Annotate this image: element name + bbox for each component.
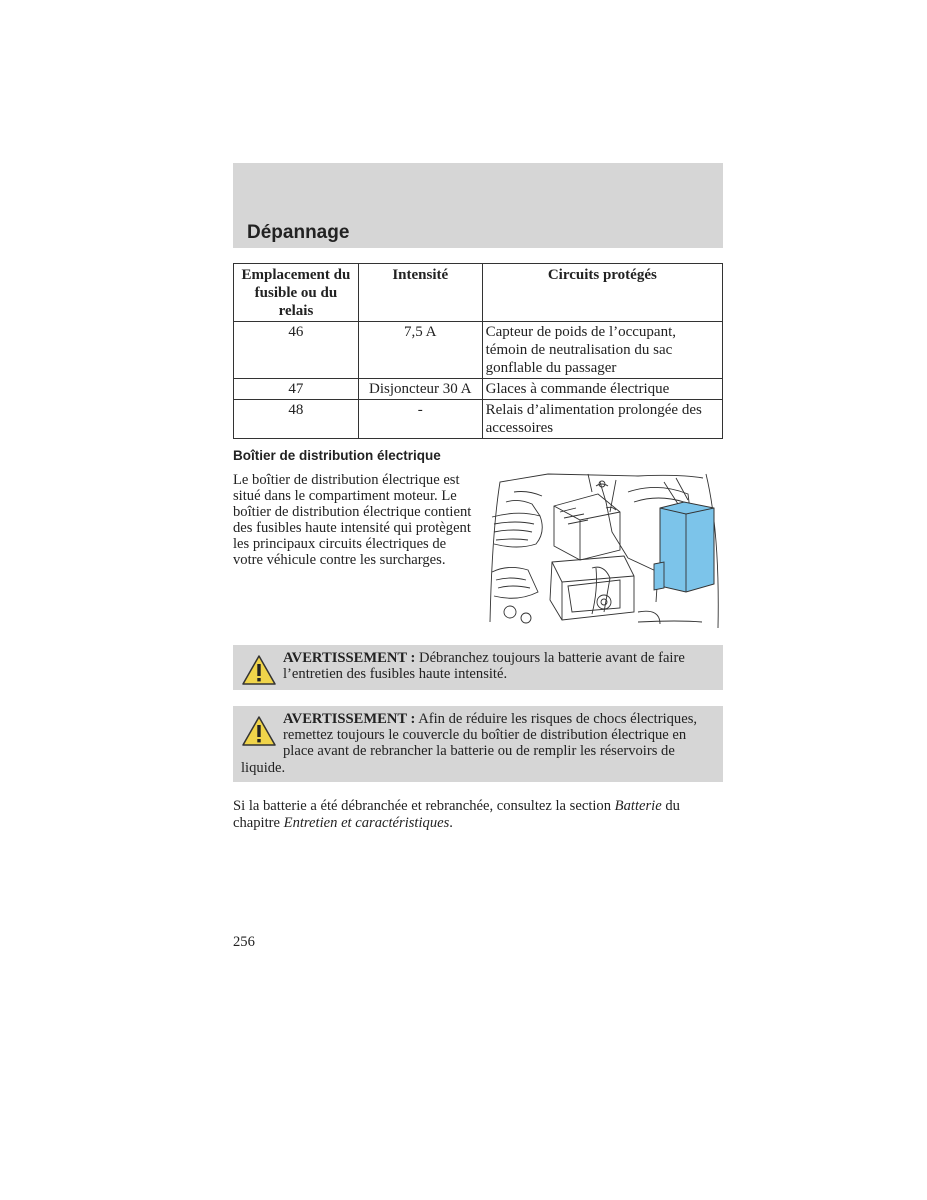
closing-text: Si la batterie a été débranchée et rebranchée, consultez la section [233, 798, 615, 814]
fuse-table [233, 263, 723, 439]
chapter-header-band [233, 163, 723, 248]
table-row [234, 379, 723, 400]
warning-icon [241, 715, 277, 747]
fuse-location: 47 [234, 379, 359, 400]
reference-chapter: Entretien et caractéristiques [283, 815, 450, 831]
fuse-box-highlight [654, 502, 714, 592]
fuse-amperage: 7,5 A [358, 322, 482, 379]
warning-box [233, 645, 723, 690]
warning-label: AVERTISSEMENT : [283, 711, 416, 727]
column-header-amperage: Intensité [358, 264, 482, 322]
fuse-amperage: - [358, 400, 482, 439]
fuse-circuits: Capteur de poids de l’occupant, témoin de neutralisation du sac gonflable du passager [482, 322, 722, 379]
fuse-amperage: Disjoncteur 30 A [358, 379, 482, 400]
column-header-location: Emplacement du fusible ou du relais [234, 264, 359, 322]
column-header-circuits: Circuits protégés [482, 264, 722, 322]
closing-paragraph [233, 798, 723, 832]
warning-icon [241, 654, 277, 686]
fuse-circuits: Relais d’alimentation prolongée des accessoires [482, 400, 722, 439]
section-intro-text: Le boîtier de distribution électrique est situé dans le compartiment moteur. Le boîtier de distribution électrique contient des fusibles haute intensité qui protègent les principaux circuits électriques de votre véhicule contre les surcharges. [233, 472, 472, 568]
page-number: 256 [233, 934, 255, 950]
warning-text: Afin de réduire les risques de chocs électriques, remettez toujours le couvercle du boîtier de distribution électrique en place avant de rebrancher la batterie ou de remplir les réservoirs de liquide. [241, 711, 698, 776]
fuse-location: 46 [234, 322, 359, 379]
section-title: Boîtier de distribution électrique [233, 448, 441, 463]
fuse-location: 48 [234, 400, 359, 439]
engine-compartment-illustration [488, 472, 723, 630]
table-row [234, 322, 723, 379]
warning-label: AVERTISSEMENT : [283, 650, 416, 666]
table-row [234, 400, 723, 439]
closing-text: . [449, 815, 453, 831]
table-header-row [234, 264, 723, 322]
closing-text: du chapitre [233, 798, 680, 831]
warning-text: Débranchez toujours la batterie avant de faire l’entretien des fusibles haute intensité. [283, 650, 685, 683]
chapter-title: Dépannage [247, 222, 350, 243]
fuse-circuits: Glaces à commande électrique [482, 379, 722, 400]
warning-box [233, 706, 723, 782]
reference-battery: Batterie [614, 798, 662, 814]
